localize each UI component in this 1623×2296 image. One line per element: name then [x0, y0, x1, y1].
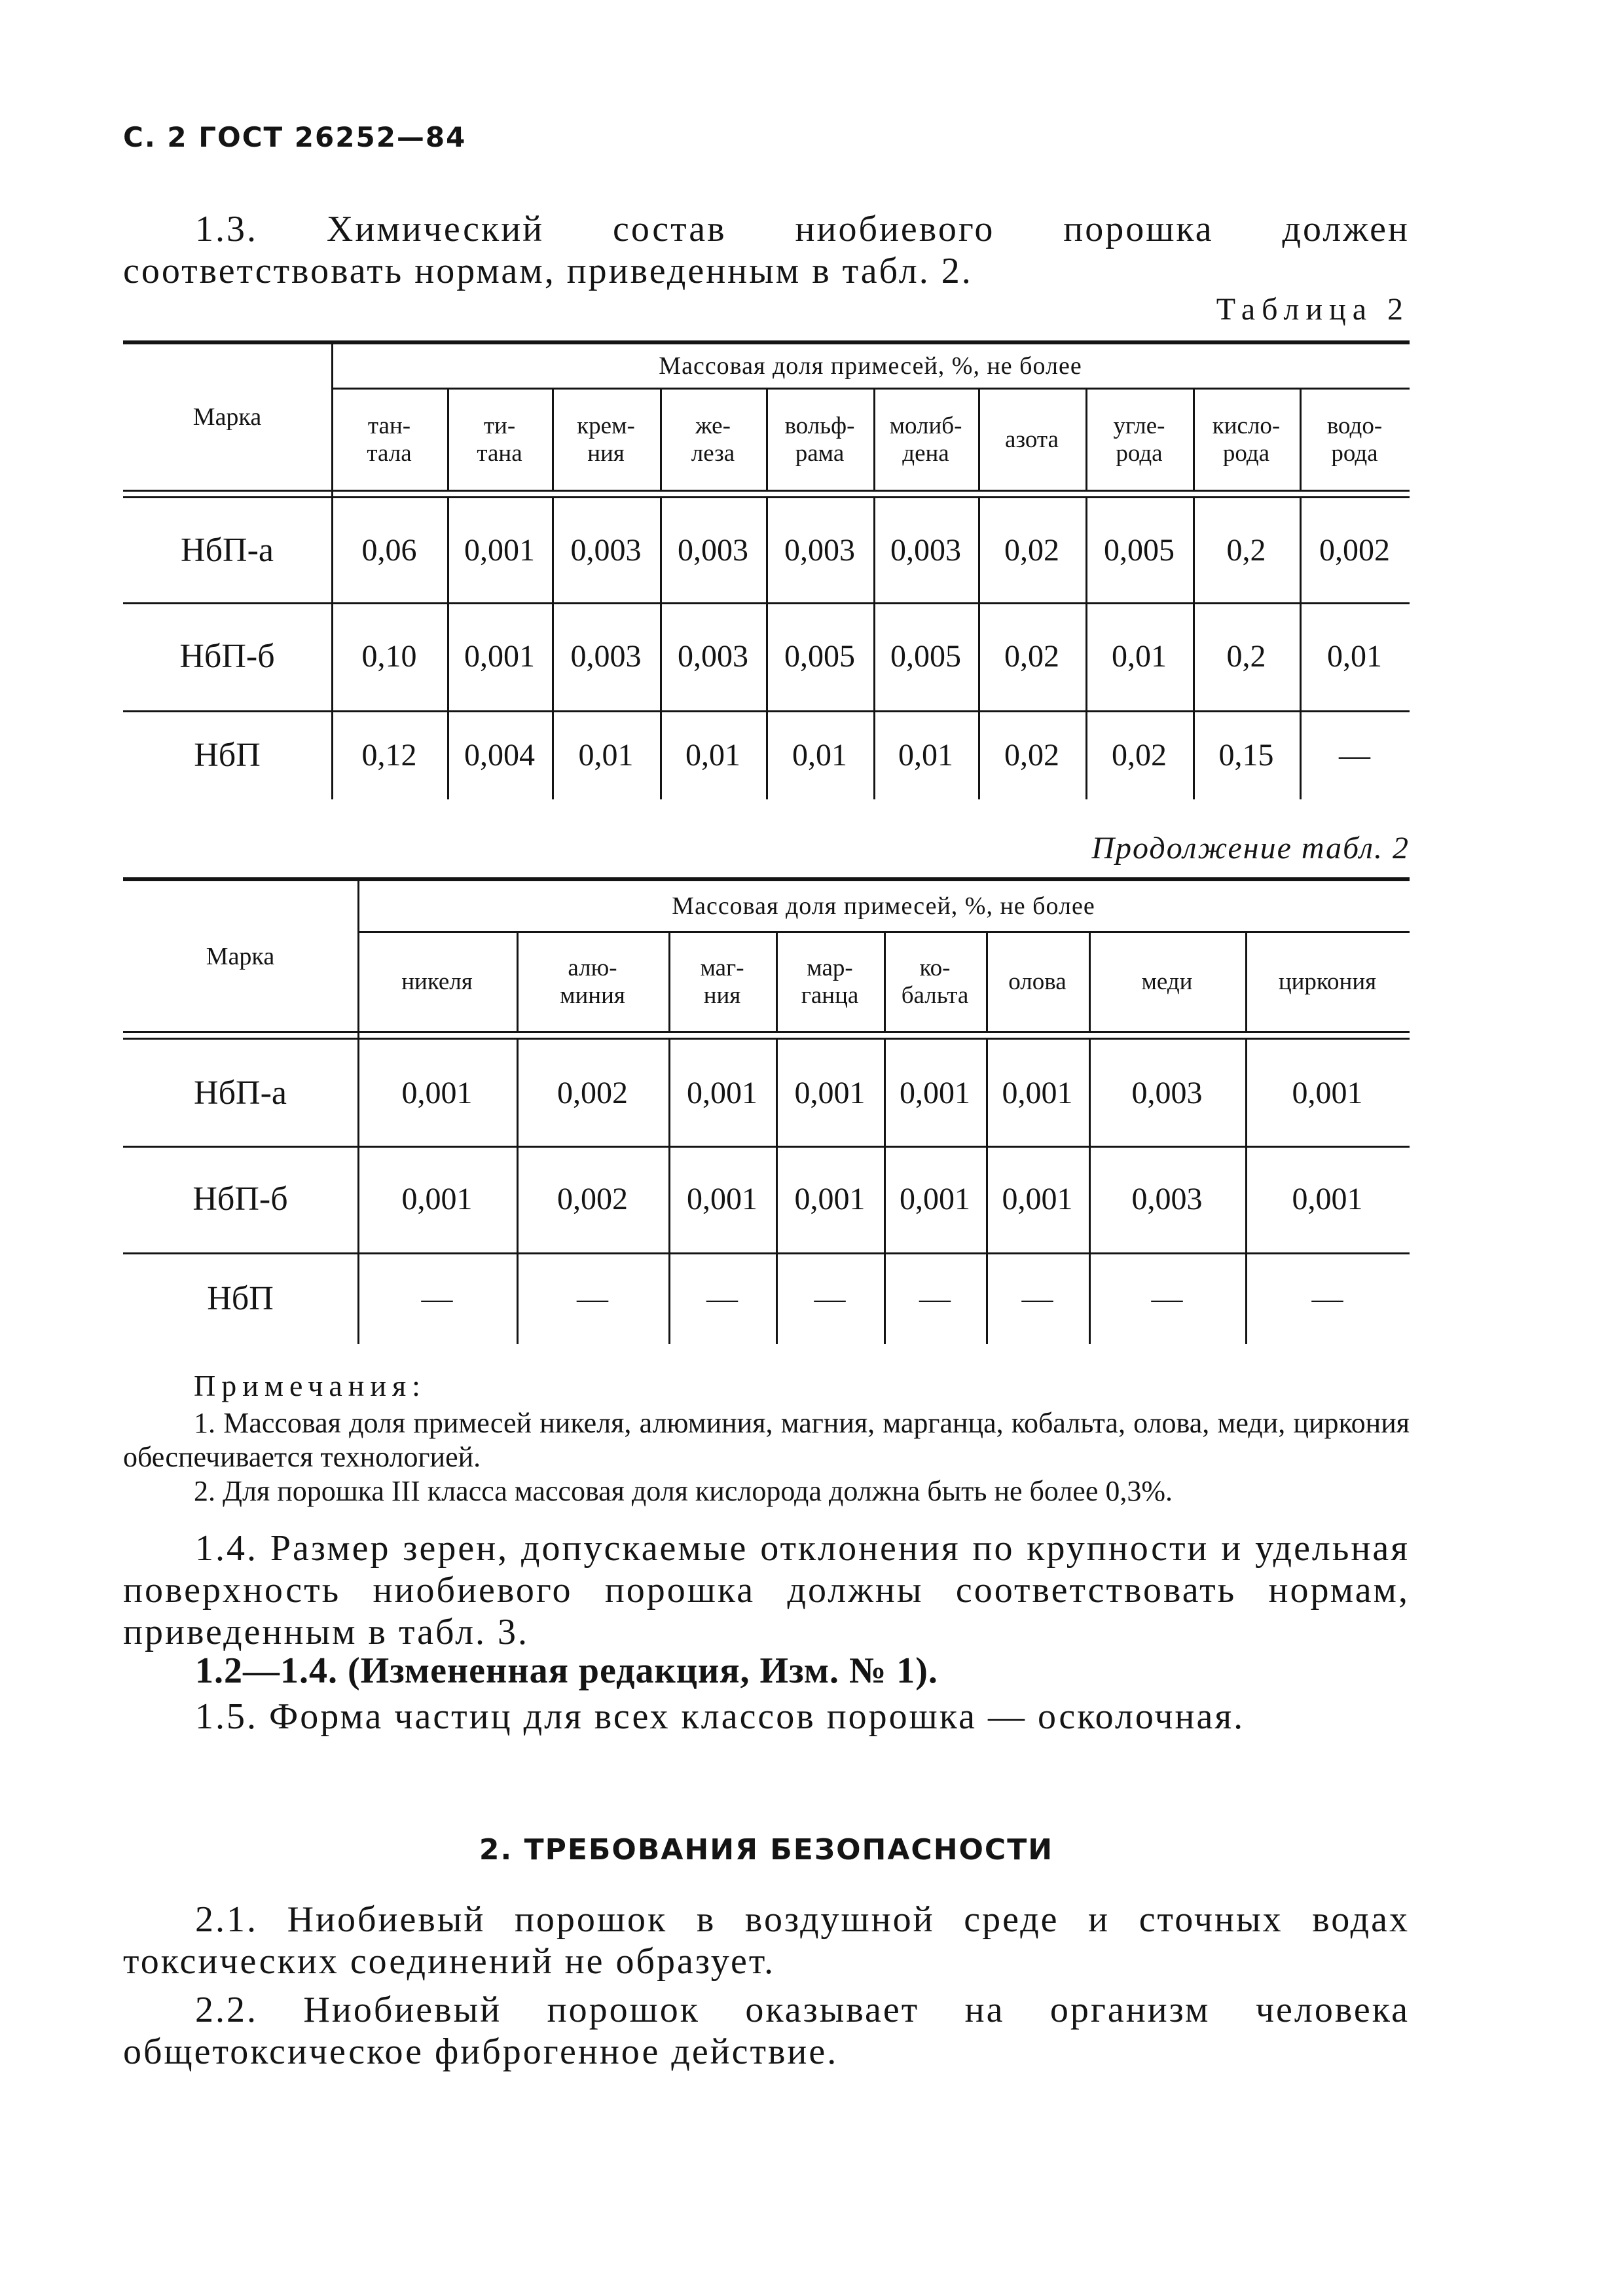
value-cell: 0,01	[578, 737, 634, 773]
column-header-line: тала	[367, 439, 412, 467]
notes-title: Примечания:	[194, 1369, 426, 1402]
marka-cell: НбП-а	[194, 1074, 287, 1112]
column-header	[1085, 390, 1193, 490]
value-cell: 0,001	[464, 533, 535, 568]
value-cell: 0,003	[784, 533, 855, 568]
marka-header: Марка	[192, 403, 262, 431]
paragraph-1-4: 1.4. Размер зерен, допускаемые отклонения по крупности и удельная поверхность ниобиевого порошка должны соответствовать нормам, приведенным в табл. 3.	[123, 1528, 1410, 1652]
column-header-line: миния	[560, 982, 625, 1009]
table-2-caption: Таблица 2	[1216, 292, 1410, 327]
marka-cell: НбП-б	[179, 638, 275, 675]
value-cell: —	[1021, 1281, 1053, 1316]
table-rule	[123, 1031, 1410, 1033]
value-cell: 0,001	[401, 1182, 473, 1216]
value-cell: 0,12	[361, 737, 417, 773]
column-header-line: рода	[1116, 439, 1163, 467]
column-header	[447, 390, 552, 490]
column-header-line: азота	[1005, 426, 1059, 453]
value-cell: 0,001	[464, 639, 535, 674]
value-cell: 0,02	[1004, 533, 1059, 568]
column-header-line: вольф-	[784, 412, 855, 439]
column-header-line: тан-	[367, 412, 411, 439]
value-cell: 0,004	[464, 737, 535, 773]
value-cell: —	[706, 1281, 738, 1316]
value-cell: 0,2	[1226, 533, 1266, 568]
value-cell: 0,15	[1218, 737, 1274, 773]
column-header	[873, 390, 978, 490]
value-cell: 0,005	[784, 639, 855, 674]
column-header-line: угле-	[1113, 412, 1165, 439]
column-header	[668, 933, 776, 1031]
value-cell: —	[1151, 1281, 1183, 1316]
value-cell: 0,002	[557, 1075, 628, 1110]
value-cell: 0,001	[1292, 1182, 1363, 1216]
column-header-line: олова	[1008, 968, 1067, 995]
value-cell: —	[421, 1281, 453, 1316]
marka-cell: НбП	[207, 1279, 274, 1317]
column-header-line: тана	[477, 439, 522, 467]
value-cell: 0,005	[1104, 533, 1175, 568]
amendment-note: 1.2—1.4. (Измененная редакция, Изм. № 1).	[195, 1650, 938, 1691]
value-cell: 0,01	[685, 737, 740, 773]
column-header	[776, 933, 884, 1031]
marka-cell: НбП	[194, 736, 261, 774]
value-cell: 0,003	[1131, 1182, 1203, 1216]
column-header-line: алю-	[568, 955, 617, 981]
value-cell: 0,002	[1319, 533, 1390, 568]
marka-cell: НбП-б	[192, 1180, 288, 1218]
marka-header: Марка	[206, 942, 275, 970]
paragraph-1-3: 1.3. Химический состав ниобиевого порошка должен соответствовать нормам, приведенным в табл. 2.	[123, 209, 1410, 291]
column-header-line: бальта	[901, 982, 969, 1009]
column-header	[1245, 933, 1410, 1031]
value-cell: 0,003	[1131, 1075, 1203, 1110]
column-header	[1300, 390, 1410, 490]
value-cell: 0,02	[1004, 639, 1059, 674]
note-1: 1. Массовая доля примесей никеля, алюминия, магния, марганца, кобальта, олова, меди, циркония обеспечивается технологией.	[123, 1407, 1410, 1473]
value-cell: 0,001	[1002, 1075, 1073, 1110]
table-rule	[123, 490, 1410, 492]
value-cell: 0,10	[361, 639, 417, 674]
value-cell: 0,02	[1004, 737, 1059, 773]
column-header-line: рода	[1331, 439, 1378, 467]
column-header	[1089, 933, 1245, 1031]
value-cell: 0,01	[1327, 639, 1382, 674]
value-cell: 0,003	[890, 533, 961, 568]
value-cell: 0,001	[794, 1075, 866, 1110]
paragraph-2-2: 2.2. Ниобиевый порошок оказывает на организм человека общетоксическое фиброгенное действие.	[123, 1990, 1410, 2072]
column-header-line: леза	[691, 439, 735, 467]
column-header	[1193, 390, 1300, 490]
value-cell: —	[577, 1281, 608, 1316]
value-cell: 0,01	[898, 737, 953, 773]
value-cell: 0,003	[570, 639, 642, 674]
value-cell: 0,001	[900, 1075, 970, 1110]
value-cell: 0,003	[678, 639, 748, 674]
page-header: С. 2 ГОСТ 26252—84	[123, 121, 467, 153]
value-cell: 0,001	[1002, 1182, 1073, 1216]
paragraph-1-5: 1.5. Форма частиц для всех классов порошка — осколочная.	[195, 1696, 1245, 1737]
column-header-line: меди	[1141, 968, 1193, 995]
column-header	[986, 933, 1089, 1031]
value-cell: —	[814, 1281, 846, 1316]
column-header-line: ния	[587, 439, 625, 467]
column-header	[660, 390, 766, 490]
column-header	[978, 390, 1085, 490]
group-header: Массовая доля примесей, %, не более	[672, 892, 1095, 920]
value-cell: —	[919, 1281, 951, 1316]
column-header-line: мар-	[807, 955, 853, 981]
value-cell: 0,001	[401, 1075, 473, 1110]
table-2-continuation-caption: Продолжение табл. 2	[1091, 831, 1410, 866]
marka-cell: НбП-а	[181, 532, 274, 569]
note-2: 2. Для порошка III класса массовая доля кислорода должна быть не более 0,3%.	[194, 1475, 1173, 1507]
column-header-line: ния	[703, 982, 741, 1009]
column-header-line: крем-	[577, 412, 635, 439]
value-cell: 0,001	[794, 1182, 866, 1216]
column-header-line: же-	[695, 412, 731, 439]
column-header	[357, 933, 517, 1031]
value-cell: 0,02	[1112, 737, 1167, 773]
section-2-title: 2. ТРЕБОВАНИЯ БЕЗОПАСНОСТИ	[479, 1833, 1054, 1867]
group-header: Массовая доля примесей, %, не более	[659, 352, 1082, 380]
value-cell: 0,01	[1112, 639, 1167, 674]
value-cell: 0,001	[1292, 1075, 1363, 1110]
column-header-line: циркония	[1278, 968, 1377, 995]
value-cell: 0,2	[1226, 639, 1266, 674]
column-header-line: маг-	[700, 955, 744, 981]
value-cell: 0,06	[361, 533, 417, 568]
value-cell: —	[1339, 737, 1370, 773]
value-cell: —	[1311, 1281, 1343, 1316]
value-cell: 0,001	[687, 1075, 757, 1110]
column-header-line: дена	[902, 439, 949, 467]
column-header-line: водо-	[1326, 412, 1383, 439]
column-header-line: ганца	[801, 982, 859, 1009]
column-header-line: кисло-	[1212, 412, 1281, 439]
column-header-line: ти-	[483, 412, 516, 439]
column-header-line: рама	[795, 439, 845, 467]
column-header-line: никеля	[401, 968, 473, 995]
column-header	[517, 933, 668, 1031]
column-header-line: молиб-	[889, 412, 962, 439]
value-cell: 0,003	[678, 533, 748, 568]
value-cell: 0,002	[557, 1182, 628, 1216]
column-header-line: ко-	[919, 955, 951, 981]
column-header	[331, 390, 447, 490]
value-cell: 0,003	[570, 533, 642, 568]
column-header	[884, 933, 986, 1031]
value-cell: 0,01	[792, 737, 847, 773]
value-cell: 0,001	[687, 1182, 757, 1216]
column-header	[766, 390, 873, 490]
column-header	[552, 390, 660, 490]
column-header-line: рода	[1222, 439, 1270, 467]
value-cell: 0,005	[890, 639, 961, 674]
value-cell: 0,001	[900, 1182, 970, 1216]
paragraph-2-1: 2.1. Ниобиевый порошок в воздушной среде и сточных водах токсических соединений не образует.	[123, 1899, 1410, 1982]
